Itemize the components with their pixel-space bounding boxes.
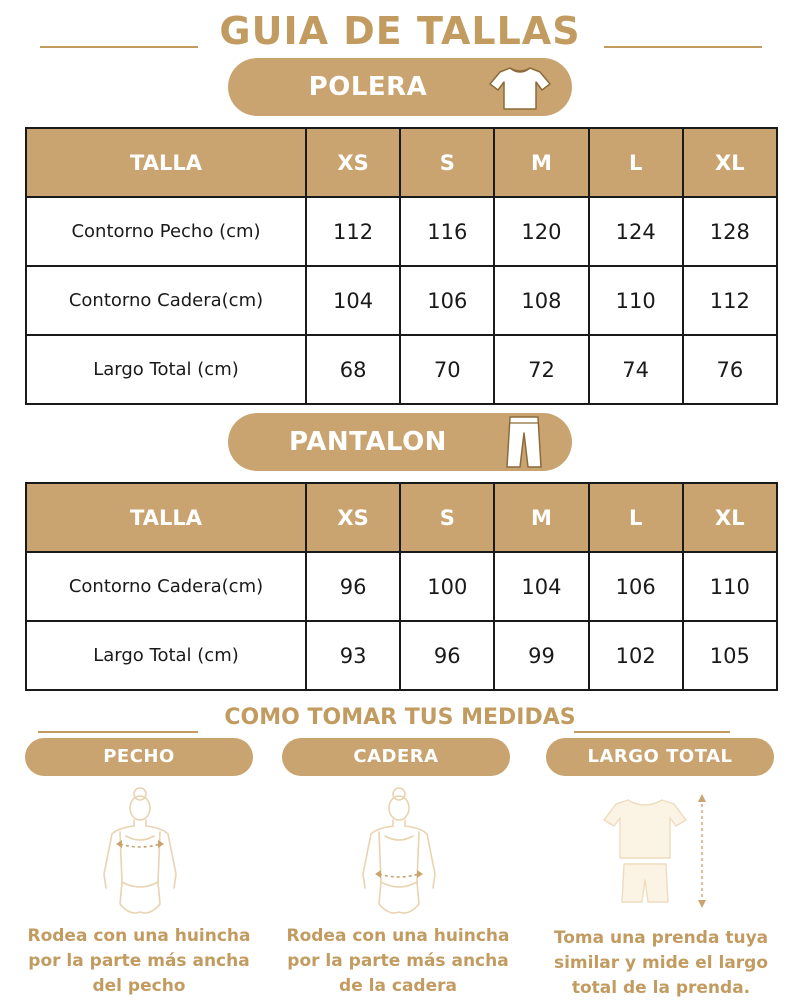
row-label: Largo Total (cm) — [26, 621, 306, 690]
header-cell-talla: TALLA — [26, 128, 306, 197]
table-cell: 70 — [400, 335, 494, 404]
table-cell: 96 — [400, 621, 494, 690]
how-to-measure-title: COMO TOMAR TUS MEDIDAS — [224, 705, 576, 730]
table-cell: 112 — [683, 266, 777, 335]
table-cell: 74 — [589, 335, 683, 404]
caption-line: similar y mide el largo — [553, 953, 769, 973]
table-row — [26, 335, 777, 404]
table-row — [26, 197, 777, 266]
header-cell-talla: TALLA — [26, 483, 306, 552]
caption-line: de la cadera — [339, 976, 457, 996]
polera-size-table — [25, 127, 778, 405]
row-label: Largo Total (cm) — [26, 335, 306, 404]
table-row — [26, 552, 777, 621]
header-cell-s: S — [400, 128, 494, 197]
header-cell-m: M — [494, 128, 588, 197]
table-cell: 110 — [589, 266, 683, 335]
table-cell: 104 — [494, 552, 588, 621]
polera-section-label: POLERA — [308, 72, 428, 102]
title-row — [0, 8, 800, 54]
pantalon-section-label: PANTALON — [289, 427, 447, 457]
pecho-pill — [25, 738, 253, 776]
caption-line: Toma una prenda tuya — [553, 928, 769, 948]
table-cell: 99 — [494, 621, 588, 690]
chest-measure-figure-icon — [70, 782, 210, 922]
how-to-measure-heading-row — [0, 703, 800, 737]
table-cell: 96 — [306, 552, 400, 621]
table-cell: 102 — [589, 621, 683, 690]
pecho-label: PECHO — [103, 746, 175, 767]
polera-section-pill — [228, 58, 572, 116]
largo-total-caption — [536, 926, 786, 1001]
table-header-row — [26, 483, 777, 552]
pants-icon — [504, 415, 544, 469]
row-label: Contorno Cadera(cm) — [26, 552, 306, 621]
pantalon-section-pill — [228, 413, 572, 471]
caption-line: por la parte más ancha — [28, 951, 250, 971]
caption-line: total de la prenda. — [571, 978, 751, 998]
table-cell: 120 — [494, 197, 588, 266]
header-cell-s: S — [400, 483, 494, 552]
t-shirt-icon — [486, 64, 554, 112]
table-cell: 106 — [589, 552, 683, 621]
row-label: Contorno Cadera(cm) — [26, 266, 306, 335]
largo-total-pill — [546, 738, 774, 776]
header-cell-xs: XS — [306, 128, 400, 197]
cadera-pill — [282, 738, 510, 776]
table-cell: 100 — [400, 552, 494, 621]
table-cell: 108 — [494, 266, 588, 335]
table-cell: 110 — [683, 552, 777, 621]
header-cell-xl: XL — [683, 128, 777, 197]
header-cell-l: L — [589, 483, 683, 552]
cadera-caption — [273, 924, 523, 999]
table-cell: 68 — [306, 335, 400, 404]
table-cell: 93 — [306, 621, 400, 690]
table-cell: 76 — [683, 335, 777, 404]
caption-line: Rodea con una huincha — [27, 926, 251, 946]
garment-length-icon — [590, 782, 730, 922]
caption-line: del pecho — [92, 976, 186, 996]
header-cell-xl: XL — [683, 483, 777, 552]
table-cell: 104 — [306, 266, 400, 335]
how-divider-right — [574, 731, 730, 733]
page-title: GUIA DE TALLAS — [219, 9, 581, 53]
table-row — [26, 621, 777, 690]
table-cell: 116 — [400, 197, 494, 266]
table-cell: 106 — [400, 266, 494, 335]
row-label: Contorno Pecho (cm) — [26, 197, 306, 266]
table-row — [26, 266, 777, 335]
largo-total-label: LARGO TOTAL — [587, 746, 733, 767]
header-cell-m: M — [494, 483, 588, 552]
header-cell-l: L — [589, 128, 683, 197]
table-cell: 124 — [589, 197, 683, 266]
table-cell: 105 — [683, 621, 777, 690]
table-cell: 112 — [306, 197, 400, 266]
table-cell: 128 — [683, 197, 777, 266]
title-divider-right — [604, 46, 762, 48]
hip-measure-figure-icon — [329, 782, 469, 922]
pantalon-size-table — [25, 482, 778, 691]
table-cell: 72 — [494, 335, 588, 404]
caption-line: por la parte más ancha — [287, 951, 509, 971]
pecho-caption — [14, 924, 264, 999]
header-cell-xs: XS — [306, 483, 400, 552]
caption-line: Rodea con una huincha — [286, 926, 510, 946]
table-header-row — [26, 128, 777, 197]
cadera-label: CADERA — [353, 746, 439, 767]
